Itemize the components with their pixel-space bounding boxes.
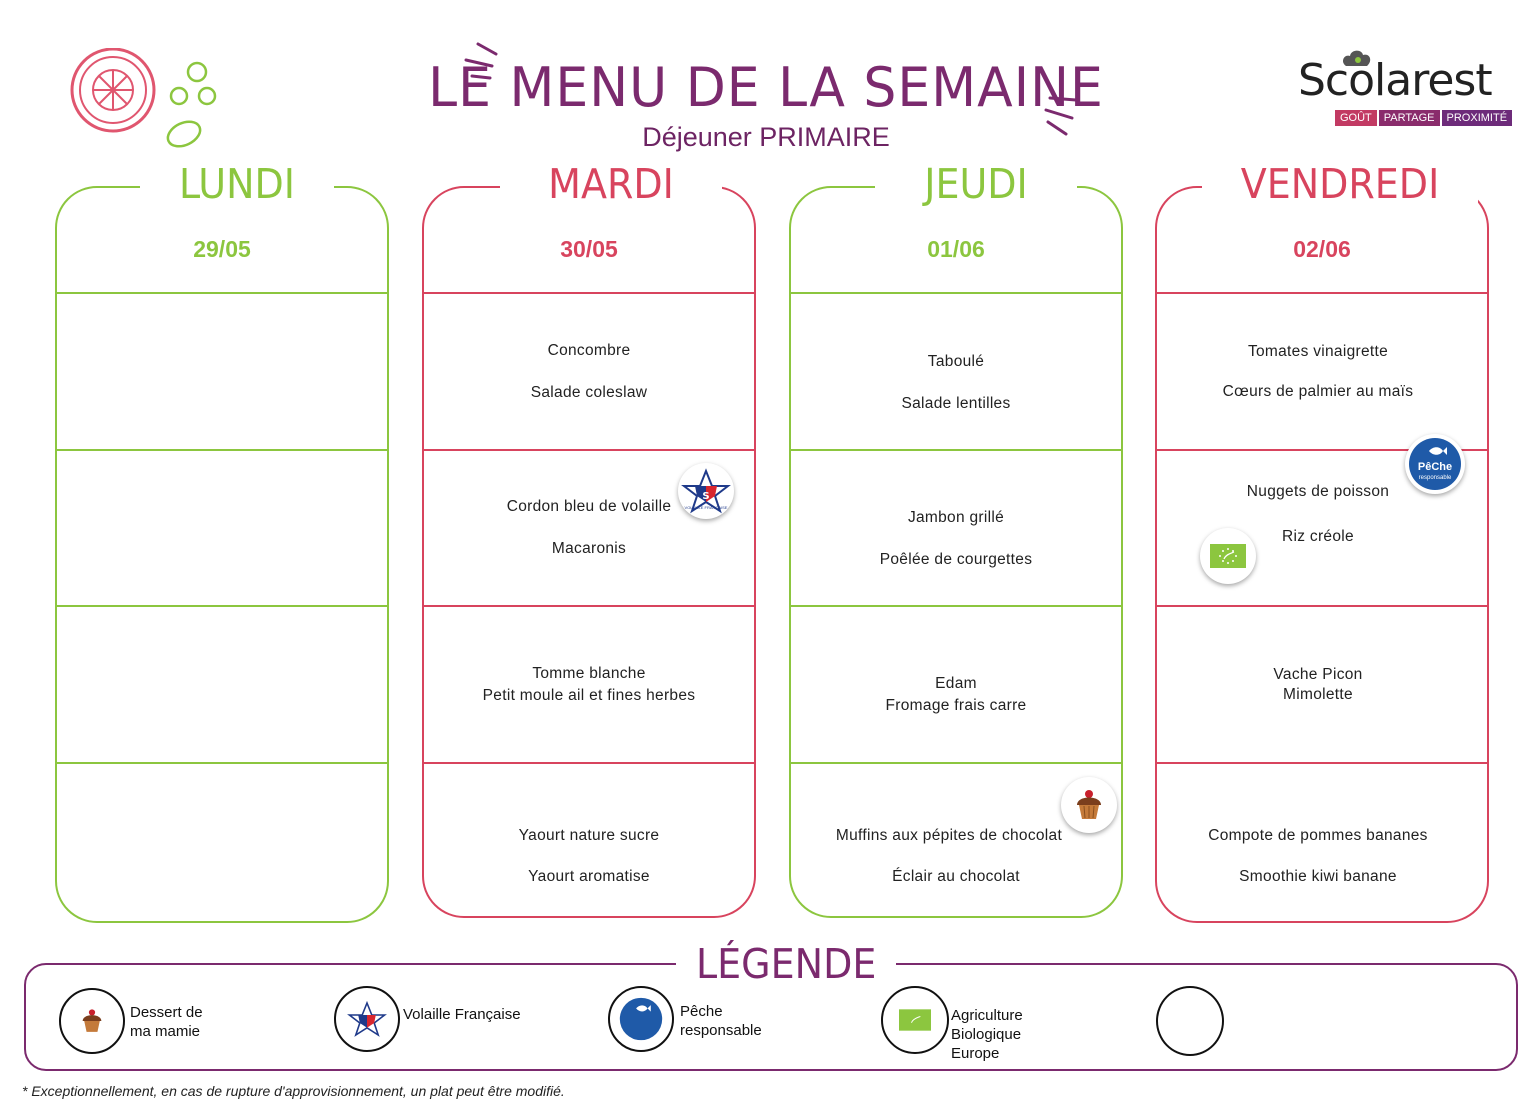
menu-item: Smoothie kiwi banane <box>1239 868 1397 885</box>
menu-cell-mardi-dessert <box>424 764 754 914</box>
muffin-icon <box>1071 787 1107 823</box>
dessert-de-ma-mamie-badge <box>1061 777 1117 833</box>
legend-label-volaille: Volaille Française <box>403 1006 521 1023</box>
peche-responsable-icon <box>619 997 663 1041</box>
menu-item: Yaourt aromatise <box>528 868 650 885</box>
menu-item: Cœurs de palmier au maïs <box>1222 382 1414 400</box>
legend-circle-volaille <box>334 986 400 1052</box>
menu-item: Mimolette <box>1283 685 1353 703</box>
svg-text:responsable: responsable <box>1418 475 1452 481</box>
day-name-mardi: MARDI <box>500 160 722 208</box>
logo-tagline <box>1335 110 1514 126</box>
logo-tag-proximite: PROXIMITÉ <box>1442 110 1513 126</box>
legend-circle-bio <box>881 986 949 1054</box>
day-column-lundi <box>55 186 389 923</box>
day-date-lundi: 29/05 <box>193 236 251 262</box>
menu-cell-vendredi-dessert <box>1157 764 1479 914</box>
legend-circle-dessert <box>59 988 125 1054</box>
peche-responsable-icon <box>1408 437 1462 491</box>
menu-cell-mardi-starter <box>424 294 754 449</box>
menu-item: Vache Picon <box>1273 665 1363 683</box>
svg-text:PêChe: PêChe <box>1417 461 1453 473</box>
menu-item: Nuggets de poisson <box>1246 483 1390 500</box>
svg-text:VOLAILLE FRANÇAISE: VOLAILLE FRANÇAISE <box>684 505 728 510</box>
menu-item: Tomme blanche <box>532 664 646 682</box>
agriculture-bio-icon <box>899 1009 931 1031</box>
menu-item: Salade coleslaw <box>530 383 648 401</box>
legend-label-dessert: Dessert de ma mamie <box>130 1004 203 1040</box>
menu-cell-jeudi-main <box>791 451 1121 605</box>
menu-item: Tomates vinaigrette <box>1247 342 1389 360</box>
menu-cell-jeudi-starter <box>791 294 1121 449</box>
day-date-mardi: 30/05 <box>560 236 618 262</box>
legend-label-peche: Pêche responsable <box>680 1003 762 1039</box>
menu-item: Fromage frais carre <box>885 696 1027 714</box>
day-date-jeudi: 01/06 <box>927 236 985 262</box>
logo-tag-partage: PARTAGE <box>1379 110 1440 126</box>
volaille-francaise-icon <box>347 1000 387 1038</box>
agriculture-bio-icon <box>1210 544 1246 568</box>
menu-item: Compote de pommes bananes <box>1208 827 1428 844</box>
footnote: * Exceptionnellement, en cas de rupture d'approvisionnement, un plat peut être modifié. <box>22 1083 565 1099</box>
day-name-lundi: LUNDI <box>140 160 334 208</box>
menu-cell-vendredi-cheese <box>1157 607 1479 762</box>
menu-item: Poêlée de courgettes <box>879 551 1033 568</box>
muffin-icon <box>78 1007 106 1035</box>
menu-cell-jeudi-cheese <box>791 607 1121 762</box>
menu-cell-jeudi-dessert <box>791 764 1107 914</box>
agriculture-bio-badge <box>1200 528 1256 584</box>
menu-item: Taboulé <box>927 352 985 370</box>
legend-circle-peche <box>608 986 674 1052</box>
volaille-francaise-icon <box>681 468 731 514</box>
menu-item: Petit moule ail et fines herbes <box>482 686 696 704</box>
page-subtitle: Déjeuner PRIMAIRE <box>642 122 890 152</box>
legend-label-bio: Agriculture Biologique Europe <box>951 1007 1023 1062</box>
menu-item: Riz créole <box>1282 528 1354 545</box>
menu-item: Macaronis <box>551 540 627 557</box>
volaille-francaise-badge <box>678 463 734 519</box>
menu-item: Muffins aux pépites de chocolat <box>835 827 1063 844</box>
menu-item: Concombre <box>547 341 631 359</box>
logo-wordmark: Scolarest <box>1298 55 1492 106</box>
day-name-vendredi: VENDREDI <box>1202 160 1478 208</box>
day-name-jeudi: JEUDI <box>875 160 1077 208</box>
row-divider <box>57 762 387 764</box>
day-date-vendredi: 02/06 <box>1293 236 1351 262</box>
page-title: LE MENU DE LA SEMAINE <box>428 56 1104 120</box>
row-divider <box>57 449 387 451</box>
menu-item: Jambon grillé <box>907 509 1005 526</box>
logo-tag-gout: GOÛT <box>1335 110 1377 126</box>
menu-item: Cordon bleu de volaille <box>506 498 672 515</box>
legend-title: LÉGENDE <box>676 940 896 988</box>
svg-text:S: S <box>702 491 710 502</box>
menu-item: Edam <box>935 674 977 692</box>
row-divider <box>57 605 387 607</box>
menu-cell-vendredi-starter <box>1157 294 1479 449</box>
row-divider <box>57 292 387 294</box>
menu-cell-mardi-cheese <box>424 607 754 762</box>
peche-responsable-badge <box>1405 434 1465 494</box>
legend-circle-empty <box>1156 986 1224 1056</box>
menu-item: Éclair au chocolat <box>892 868 1020 885</box>
menu-item: Salade lentilles <box>901 394 1011 412</box>
menu-item: Yaourt nature sucre <box>518 827 660 844</box>
